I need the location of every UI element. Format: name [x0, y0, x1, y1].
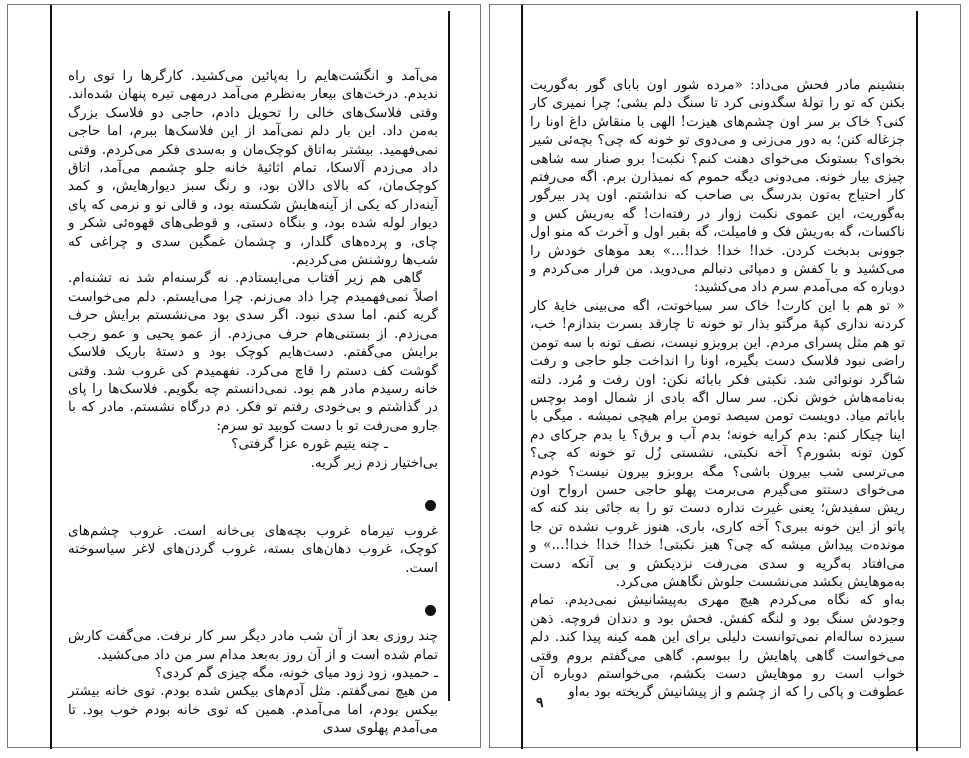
paragraph: چند روزی بعد از آن شب مادر دیگر سر کار نرفت. می‌گفت کارش تمام شده است و از آن روز به‌بعد مدام سر من داد می‌کشید.: [68, 628, 438, 663]
right-page-text: [530, 76, 905, 702]
paragraph: بی‌اختیار زدم زیر گریه.: [310, 454, 438, 471]
section-bullet: [425, 500, 436, 511]
dialogue-line: ـ حمیدو، زود زود میای خونه، مگه چیزی گم کردی؟: [155, 664, 438, 681]
paragraph: بنشینم مادر فحش می‌داد: «مرده شور اون بابای گور به‌گوریت بکنن که تو را تولهٔ سگدونی کرد تا سنگ دلم بشی؛ چرا نمیری کار کنی؟ خاک بر سر اون چشم‌های هیزت! الهی با منقاش داغ اونا را جزغاله کنن؛ به دور می‌زنی و می‌دوی تو خونه که چی؟ بچه‌ئی شیر بخوای؟ بستونک می‌خوای دهنت کنم؟ نکبت! برو صنار سه شاهی چیزی بیار خونه. می‌دونی دیگه حموم که نمیذارن برم. اگه می‌رفتم کار احتیاج به‌تون بدرسگ بی صاحب که نداشتم. اون پدر بیرگور به‌گوریت، این عموی نکبت زوار در رفته‌ات! گه به‌ریش کس و ناکسات، گه به‌ریش فک و فامیلت، گه بقبر اول و آخرت که منو اول جوونی بدبخت کردن. خدا! خدا! خدا!...» بعد موهای خودش را می‌کشید و با کفش و دمپائی دنبالم می‌دوید. من فرار می‌کردم و دوباره که می‌آمدم سرم داد می‌کشید:: [530, 77, 905, 296]
paragraph: به‌او که نگاه می‌کردم هیچ مهری به‌پیشانیش نمی‌دیدم. تمام وجودش سنگ بود و لنگه کفش. فحش بود و دندان فروچه. ذهن سیزده ساله‌ام نمی‌توانست دلیلی برای این همه کینه پیدا کند. دلم می‌خواست گاهی پاهایش را ببوسم. گاهی می‌گفتم بروم وقتی خواب است رو موهایش دست بکشم، می‌خواستم دوباره آن عطوفت و پاکی را که از چشم و از پیشانیش گریخته بود به‌او: [530, 592, 905, 701]
edge-rule: [916, 11, 918, 751]
left-page-text: [68, 67, 438, 738]
section-bullet: [425, 605, 436, 616]
dialogue-line: ـ چنه یتیم غوره عزا گرفتی؟: [231, 436, 388, 453]
left-page: [7, 4, 481, 748]
paragraph: « تو هم با این کارت! خاک سر سیاخوتت، اگه می‌بینی خایهٔ کار کردنه نداری کپهٔ مرگتو بذار تو خونه تا چارقد بسرت بندازم! خب، تو هم مثل پسرای مردم. این بروبزو نیست، نصف تونه با سه تومن راضی نبود فلاسک دست بگیره، اونا را انداخت جلو حاجی و رفت شاگرد نونوائی شد. نکبتی فکر بابائه نکن: اون رفت و مُرد. دلته به‌نامه‌هاش خوش نکن. سر سال اگه بادی از شمال اومد بوچس باباتم میاد. دویست تومن سیصد تومن برام هیچی نمیشه . میگی با اینا چیکار کنم: بدم کرایه خونه؛ بدم آب و برق؟ یا بدم جرکای دم کون تونه بشورم؟ آخه نکبتی، نشستی زُل تو خونه که چی؟ می‌ترسی شب بیرون باشی؟ مگه بروبزو بیرون نیست؟ خودم می‌خوای دستتو می‌گیرم می‌برمت پهلو حاجی حسن ارواح اون ریش سفیدش؛ یعنی غیرت نداره دست تو را به جائی بند کنه که پاتو از این خونه ببری؟ آخه کاری، باری. هنوز غروب نشده تن جا مونده‌ت پیداش میشه که چی؟ هیز نکبتی! خدا! خدا! خدا!...» و می‌افتاد به‌گریه و سدی می‌رفت نزدیکش و بی آنکه دست به‌موهایش بکشد می‌نشست جلوش نگاهش می‌کرد.: [530, 297, 905, 590]
gutter-rule: [521, 5, 523, 749]
paragraph: گاهی هم زیر آفتاب می‌ایستادم. نه گرسنه‌ام شد نه تشنه‌ام. اصلاً نمی‌فهمیدم چرا داد می‌زنم. چرا می‌ایستم. دلم می‌خواست گریه کنم. اما سدی نبود. اگر سدی بود می‌نشستم برایش حرف می‌زدم. از بستنی‌هام حرف می‌زدم. از عمو یحیی و عمو رجب برایش می‌گفتم. دست‌هایم کوچک بود و دستهٔ باریک فلاسک گوشت کف دستم را قاچ می‌کرد. نفهمیدم کی غروب شد. وقتی خانه رسیدم مادر هم بود. نمی‌دانستم چه بگویم. فلاسک‌ها را پای در گذاشتم و بی‌خودی رفتم تو فکر. دم درگاه نشستم. مادر که با جارو می‌رفت تو با دست کوبید تو سرم:: [68, 270, 438, 434]
paragraph: غروب تیرماه غروب بچه‌های بی‌خانه است. غروب چشم‌های کوچک، غروب دهان‌های بسته، غروب گردن‌های لاغر سیاسوخته است.: [68, 522, 438, 576]
page-number: ۹: [536, 695, 544, 711]
edge-rule: [50, 5, 52, 749]
paragraph: می‌آمد و انگشت‌هایم را به‌پائین می‌کشید. کارگرها را توی راه ندیدم. درخت‌های بیعار به‌نظرم می‌آمد درمهی تیره پنهان شده‌اند. وقتی فلاسک‌های خالی را تحویل دادم، حاجی دو فلاسک بزرگ به‌من داد. این بار دلم نمی‌آمد از این فلاسک‌ها ببرم، اما حاجی نمی‌فهمید. بیشتر به‌اتاق کوچک‌مان و به‌سدی فکر می‌کردم. وقتی داد می‌زدم آلاسکا، تمام اثاثیهٔ خانه جلو چشمم می‌آمد، اتاق کوچک‌مان، که بالای دالان بود، و رنگ سبز دیوارهایش، و کمد آینه‌دار که یکی از آینه‌هایش شکسته بود، و قالی نو و نرمی که پای دیوار لوله شده بود، و بنگاه دستی، و قوطی‌های قهوه‌ئی شکر و چای، و پرده‌های گلدار، و چشمان غمگین سدی و چراغی که شب‌ها روشنش می‌کردیم.: [68, 68, 438, 269]
gutter-rule: [448, 11, 450, 701]
paragraph: من هیچ نمی‌گفتم. مثل آدم‌های بیکس شده بودم. توی خانه بیشتر بیکس بودم، اما می‌آمدم. همین که توی خانه بودم خوب بود. تا می‌آمدم پهلوی سدی: [68, 683, 438, 737]
right-page: [489, 4, 961, 748]
